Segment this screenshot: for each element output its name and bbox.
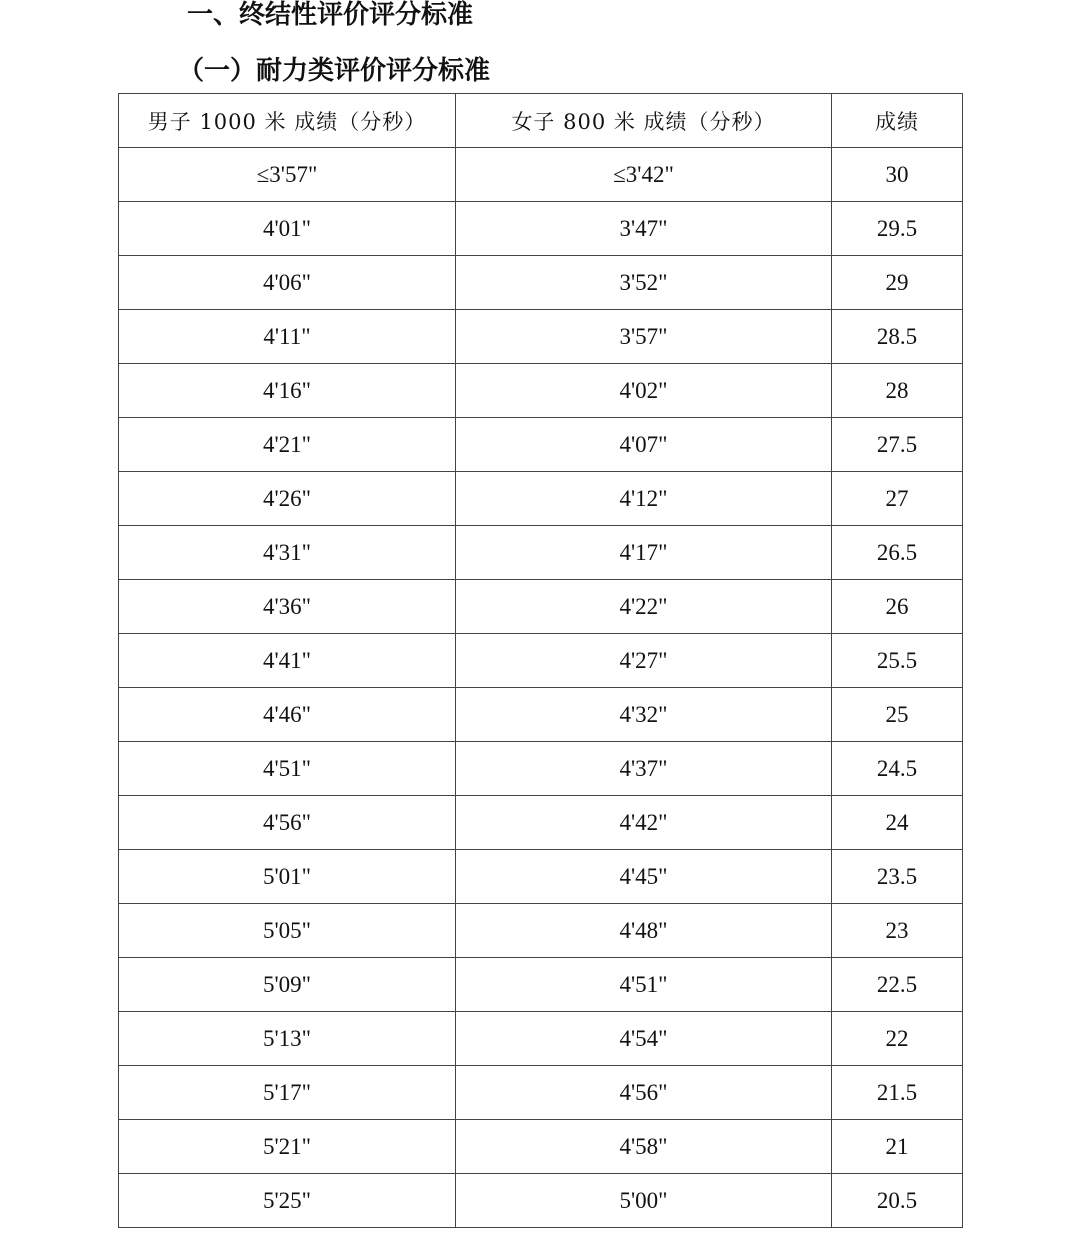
cell-score: 24 bbox=[832, 796, 963, 850]
table-row bbox=[119, 688, 963, 742]
header-score: 成绩 bbox=[832, 94, 963, 148]
cell-male-time: 4'36" bbox=[119, 580, 456, 634]
cell-male-time: 4'51" bbox=[119, 742, 456, 796]
cell-male-time: 4'11" bbox=[119, 310, 456, 364]
cell-male-time: 4'56" bbox=[119, 796, 456, 850]
cell-female-time: 3'52" bbox=[456, 256, 832, 310]
cell-female-time: 4'42" bbox=[456, 796, 832, 850]
table-row bbox=[119, 256, 963, 310]
cell-score: 25 bbox=[832, 688, 963, 742]
table-row bbox=[119, 1012, 963, 1066]
cell-male-time: 4'41" bbox=[119, 634, 456, 688]
cell-female-time: 5'00" bbox=[456, 1174, 832, 1228]
cell-score: 21 bbox=[832, 1120, 963, 1174]
cell-female-time: 4'32" bbox=[456, 688, 832, 742]
table-row bbox=[119, 1174, 963, 1228]
cell-score: 20.5 bbox=[832, 1174, 963, 1228]
cell-female-time: 4'48" bbox=[456, 904, 832, 958]
cell-female-time: 4'22" bbox=[456, 580, 832, 634]
cell-female-time: 4'07" bbox=[456, 418, 832, 472]
table-row bbox=[119, 418, 963, 472]
cell-male-time: 5'09" bbox=[119, 958, 456, 1012]
header-female-800m: 女子 800 米 成绩（分秒） bbox=[456, 94, 832, 148]
cell-score: 22 bbox=[832, 1012, 963, 1066]
cell-score: 28.5 bbox=[832, 310, 963, 364]
cell-score: 21.5 bbox=[832, 1066, 963, 1120]
cell-male-time: 4'16" bbox=[119, 364, 456, 418]
cell-score: 23.5 bbox=[832, 850, 963, 904]
table-row bbox=[119, 472, 963, 526]
table-row bbox=[119, 958, 963, 1012]
cell-female-time: 3'47" bbox=[456, 202, 832, 256]
table-row bbox=[119, 742, 963, 796]
table-row bbox=[119, 202, 963, 256]
table-body bbox=[119, 148, 963, 1228]
table-row bbox=[119, 904, 963, 958]
cell-female-time: 4'02" bbox=[456, 364, 832, 418]
cell-female-time: 4'51" bbox=[456, 958, 832, 1012]
cell-score: 29 bbox=[832, 256, 963, 310]
table-row bbox=[119, 1066, 963, 1120]
section-title: 一、终结性评价评分标准 bbox=[187, 0, 474, 30]
cell-score: 27.5 bbox=[832, 418, 963, 472]
cell-male-time: 5'25" bbox=[119, 1174, 456, 1228]
cell-score: 26 bbox=[832, 580, 963, 634]
table-header bbox=[119, 94, 963, 148]
cell-male-time: 4'31" bbox=[119, 526, 456, 580]
cell-male-time: 5'21" bbox=[119, 1120, 456, 1174]
cell-male-time: 5'17" bbox=[119, 1066, 456, 1120]
cell-male-time: 4'46" bbox=[119, 688, 456, 742]
cell-female-time: 4'58" bbox=[456, 1120, 832, 1174]
cell-male-time: 4'21" bbox=[119, 418, 456, 472]
cell-score: 30 bbox=[832, 148, 963, 202]
cell-score: 24.5 bbox=[832, 742, 963, 796]
cell-score: 27 bbox=[832, 472, 963, 526]
cell-male-time: 5'05" bbox=[119, 904, 456, 958]
table-row bbox=[119, 796, 963, 850]
cell-female-time: 4'45" bbox=[456, 850, 832, 904]
cell-female-time: 4'56" bbox=[456, 1066, 832, 1120]
cell-male-time: 5'01" bbox=[119, 850, 456, 904]
header-male-1000m: 男子 1000 米 成绩（分秒） bbox=[119, 94, 456, 148]
cell-female-time: 4'37" bbox=[456, 742, 832, 796]
cell-score: 22.5 bbox=[832, 958, 963, 1012]
cell-female-time: 4'17" bbox=[456, 526, 832, 580]
table-row bbox=[119, 526, 963, 580]
cell-male-time: 4'06" bbox=[119, 256, 456, 310]
cell-male-time: 4'26" bbox=[119, 472, 456, 526]
subsection-title: （一）耐力类评价评分标准 bbox=[178, 56, 491, 86]
table-row bbox=[119, 310, 963, 364]
cell-score: 28 bbox=[832, 364, 963, 418]
endurance-score-table bbox=[118, 93, 963, 1228]
table-row bbox=[119, 634, 963, 688]
cell-score: 29.5 bbox=[832, 202, 963, 256]
cell-female-time: 4'12" bbox=[456, 472, 832, 526]
cell-female-time: ≤3'42" bbox=[456, 148, 832, 202]
table-row bbox=[119, 1120, 963, 1174]
cell-male-time: ≤3'57" bbox=[119, 148, 456, 202]
table-row bbox=[119, 850, 963, 904]
cell-male-time: 5'13" bbox=[119, 1012, 456, 1066]
cell-male-time: 4'01" bbox=[119, 202, 456, 256]
cell-female-time: 4'27" bbox=[456, 634, 832, 688]
cell-female-time: 4'54" bbox=[456, 1012, 832, 1066]
table-row bbox=[119, 364, 963, 418]
cell-female-time: 3'57" bbox=[456, 310, 832, 364]
cell-score: 23 bbox=[832, 904, 963, 958]
cell-score: 26.5 bbox=[832, 526, 963, 580]
cell-score: 25.5 bbox=[832, 634, 963, 688]
table-row bbox=[119, 148, 963, 202]
table-header-row bbox=[119, 94, 963, 148]
table-row bbox=[119, 580, 963, 634]
